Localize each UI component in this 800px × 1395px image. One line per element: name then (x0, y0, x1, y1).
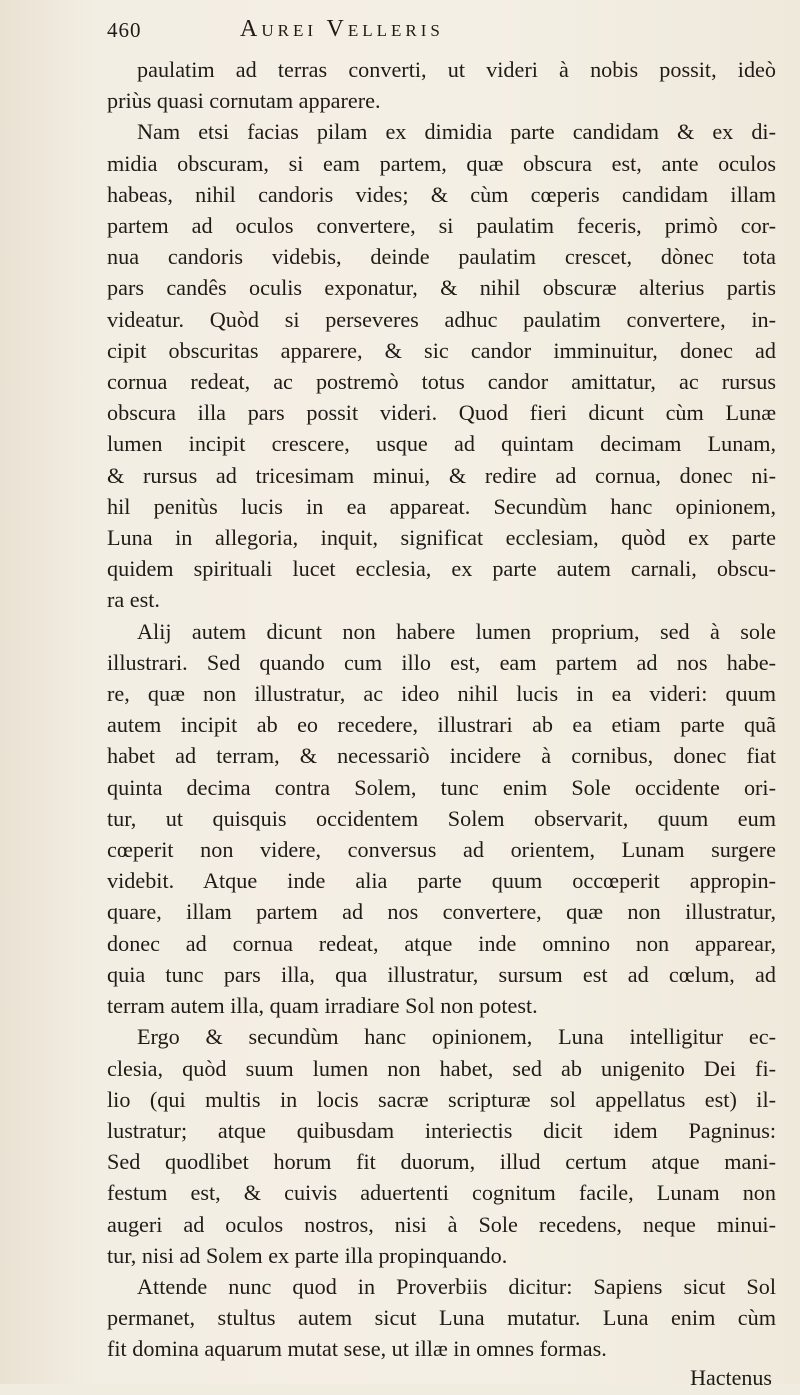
paragraph (107, 616, 776, 1022)
catchword-area (107, 1365, 776, 1395)
text-line: habeas, nihil candoris vides; & cùm cœperis candidam illam (107, 181, 776, 207)
text-line: cipit obscuritas apparere, & sic candor imminuitur, donec ad (107, 337, 776, 363)
text-line: Sed quodlibet horum fit duorum, illud certum atque mani- (107, 1149, 776, 1175)
text-line: permanet, stultus autem sicut Luna mutatur. Luna enim cùm (107, 1305, 776, 1331)
text-line: cornua redeat, ac postremò totus candor amittatur, ac rursus (107, 369, 776, 395)
text-line: fit domina aquarum mutat sese, ut illæ in omnes formas. (107, 1336, 607, 1362)
text-line: ra est. (107, 587, 160, 613)
text-line: augeri ad oculos nostros, nisi à Sole recedens, neque minui- (107, 1211, 776, 1237)
paragraph (107, 116, 776, 615)
text-line: lumen incipit crescere, usque ad quintam decimam Lunam, (107, 431, 776, 457)
text-line: obscura illa pars possit videri. Quod fieri dicunt cùm Lunæ (107, 400, 776, 426)
text-line: videbit. Atque inde alia parte quum occœperit appropin- (107, 868, 776, 894)
text-line: partem ad oculos convertere, si paulatim feceris, primò cor- (107, 213, 776, 239)
text-line: videatur. Quòd si perseveres adhuc paulatim convertere, in- (107, 306, 776, 332)
text-line: lio (qui multis in locis sacræ scripturæ sol appellatus est) il- (107, 1086, 776, 1112)
text-line: festum est, & cuivis aduertenti cognitum facile, Lunam non (107, 1180, 776, 1206)
text-line: Nam etsi facias pilam ex dimidia parte candidam & ex di- (137, 119, 776, 145)
text-line: illustrari. Sed quando cum illo est, eam partem ad nos habe- (107, 649, 776, 675)
text-line: priùs quasi cornutam apparere. (107, 88, 381, 114)
text-line: hil penitùs lucis in ea appareat. Secundùm hanc opinionem, (107, 493, 776, 519)
catchword: Hactenus (690, 1364, 772, 1390)
text-line: terram autem illa, quam irradiare Sol non potest. (107, 993, 538, 1019)
paragraph (107, 1021, 776, 1271)
text-line: re, quæ non illustratur, ac ideo nihil lucis in ea videri: quum (107, 681, 776, 707)
text-line: cœperit non videre, conversus ad orientem, Lunam surgere (107, 837, 776, 863)
running-head (107, 14, 776, 54)
text-line: Ergo & secundùm hanc opinionem, Luna intelligitur ec- (137, 1024, 776, 1050)
paragraph (107, 1271, 776, 1365)
text-line: habet ad terram, & necessariò incidere à cornibus, donec fiat (107, 743, 776, 769)
text-line: Alij autem dicunt non habere lumen proprium, sed à sole (137, 618, 776, 644)
text-line: midia obscuram, si eam partem, quæ obscura est, ante oculos (107, 150, 776, 176)
text-line: clesia, quòd suum lumen non habet, sed ab unigenito Dei fi- (107, 1055, 776, 1081)
text-line: Attende nunc quod in Proverbiis dicitur: Sapiens sicut Sol (137, 1273, 776, 1299)
text-line: donec ad cornua redeat, atque inde omnino non apparear, (107, 930, 776, 956)
text-line: quidem spirituali lucet ecclesia, ex parte autem carnali, obscu- (107, 556, 776, 582)
text-line: nua candoris videbis, deinde paulatim crescet, dònec tota (107, 244, 776, 270)
body-text (107, 54, 776, 1365)
text-line: quare, illam partem ad nos convertere, quæ non illustratur, (107, 899, 776, 925)
text-line: tur, nisi ad Solem ex parte illa propinquando. (107, 1242, 508, 1268)
text-line: paulatim ad terras converti, ut videri à nobis possit, ideò (137, 57, 776, 82)
text-line: quinta decima contra Solem, tunc enim Sole occidente ori- (107, 774, 776, 800)
text-line: pars candês oculis exponatur, & nihil obscuræ alterius partis (107, 275, 776, 301)
text-line: & rursus ad tricesimam minui, & redire ad cornua, donec ni- (107, 462, 776, 488)
text-line: Luna in allegoria, inquit, significat ecclesiam, quòd ex parte (107, 525, 776, 551)
paragraph (107, 54, 776, 116)
text-line: quia tunc pars illa, qua illustratur, sursum est ad cœlum, ad (107, 961, 776, 987)
text-line: tur, ut quisquis occidentem Solem observarit, quum eum (107, 805, 776, 831)
running-title: Aurei Velleris (240, 16, 444, 42)
text-line: autem incipit ab eo recedere, illustrari ab ea etiam parte quã (107, 712, 776, 738)
page-number: 460 (107, 18, 142, 42)
text-line: lustratur; atque quibusdam interiectis dicit idem Pagninus: (107, 1117, 776, 1143)
